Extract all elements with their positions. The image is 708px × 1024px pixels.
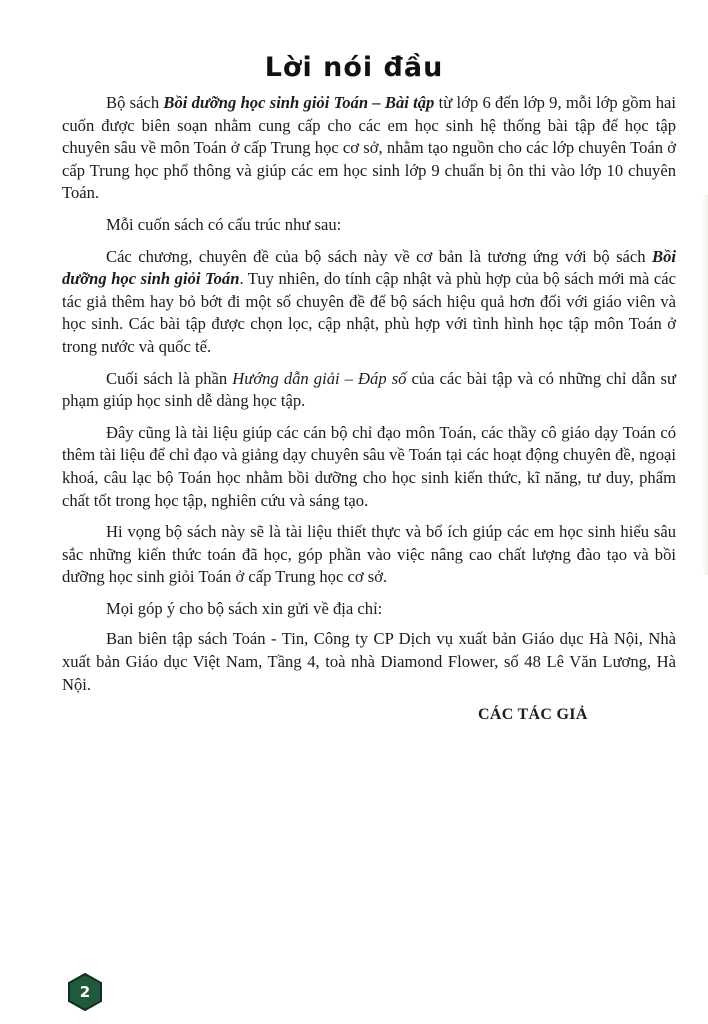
preface-body (62, 92, 676, 705)
page-number-badge (66, 973, 104, 1011)
paragraph-3-intro: Các chương, chuyên đề của bộ sách này về cơ bản là tương ứng với bộ sách (106, 246, 653, 266)
paragraph-4-intro: Cuối sách là phần (106, 368, 233, 388)
page-title: Lời nói đầu (264, 52, 444, 83)
paragraph-6: Hi vọng bộ sách này sẽ là tài liệu thiết thực và bổ ích giúp các em học sinh hiểu sâu sắc những kiến thức toán đã học, góp phần vào việc nâng cao chất lượng đào tạo và bồi dưỡng học sinh giỏi Toán ở cấp Trung học cơ sở. (62, 522, 676, 587)
paragraph-1 (62, 92, 676, 205)
paragraph-5: Đây cũng là tài liệu giúp các cán bộ chỉ đạo môn Toán, các thầy cô giáo dạy Toán có thêm tài liệu để chỉ đạo và giảng dạy chuyên sâu về Toán tại các hoạt động chuyên đề, ngoại khoá, câu lạc bộ Toán học nhằm bồi dưỡng cho học sinh kiến thức, kĩ năng, tư duy, phẩm chất tốt trong học tập, nghiên cứu và sáng tạo. (62, 422, 676, 510)
page-number: 2 (79, 983, 91, 1001)
page-edge-shading (702, 195, 708, 575)
paragraph-1-text: từ lớp 6 đến lớp 9, mỗi lớp gồm hai cuốn được biên soạn nhằm cung cấp cho các em học sinh hệ thống bài tập để học tập chuyên sâu về môn Toán ở cấp Trung học cơ sở, nhằm tạo nguồn cho các lớp chuyên Toán ở cấp Trung học phổ thông và giúp các em học sinh lớp 9 chuẩn bị ôn thi vào lớp 10 chuyên Toán. (62, 93, 676, 203)
paragraph-7: Mọi góp ý cho bộ sách xin gửi về địa chỉ: (106, 598, 383, 618)
reference-book-title: Bồi dưỡng học sinh giỏi Toán (62, 246, 676, 289)
paragraph-3 (62, 246, 676, 359)
paragraph-4 (62, 368, 676, 413)
paragraph-2: Mỗi cuốn sách có cấu trúc như sau: (106, 214, 342, 234)
paragraph-8-address: Ban biên tập sách Toán - Tin, Công ty CP Dịch vụ xuất bản Giáo dục Hà Nội, Nhà xuất bản Giáo dục Việt Nam, Tầng 4, toà nhà Diamond Flower, số 48 Lê Văn Lương, Hà Nội. (62, 629, 676, 694)
authors-signature: CÁC TÁC GIẢ (478, 706, 588, 723)
paragraph-3-text: . Tuy nhiên, do tính cập nhật và phù hợp của bộ sách mới mà các tác giả thêm hay bỏ bớt đi một số chuyên đề để bộ sách hiệu quả hơn đối với giáo viên và học sinh. Các bài tập được chọn lọc, cập nhật, phù hợp với tình hình học tập môn Toán ở trong nước và quốc tế. (62, 269, 676, 356)
book-series-title: Bồi dưỡng học sinh giỏi Toán – Bài tập (163, 93, 435, 112)
paragraph-1-intro: Bộ sách (106, 93, 164, 112)
paragraph-4-text: của các bài tập và có những chỉ dẫn sư phạm giúp học sinh dễ dàng học tập. (62, 368, 677, 411)
solutions-section-name: Hướng dẫn giải – Đáp số (232, 368, 407, 388)
